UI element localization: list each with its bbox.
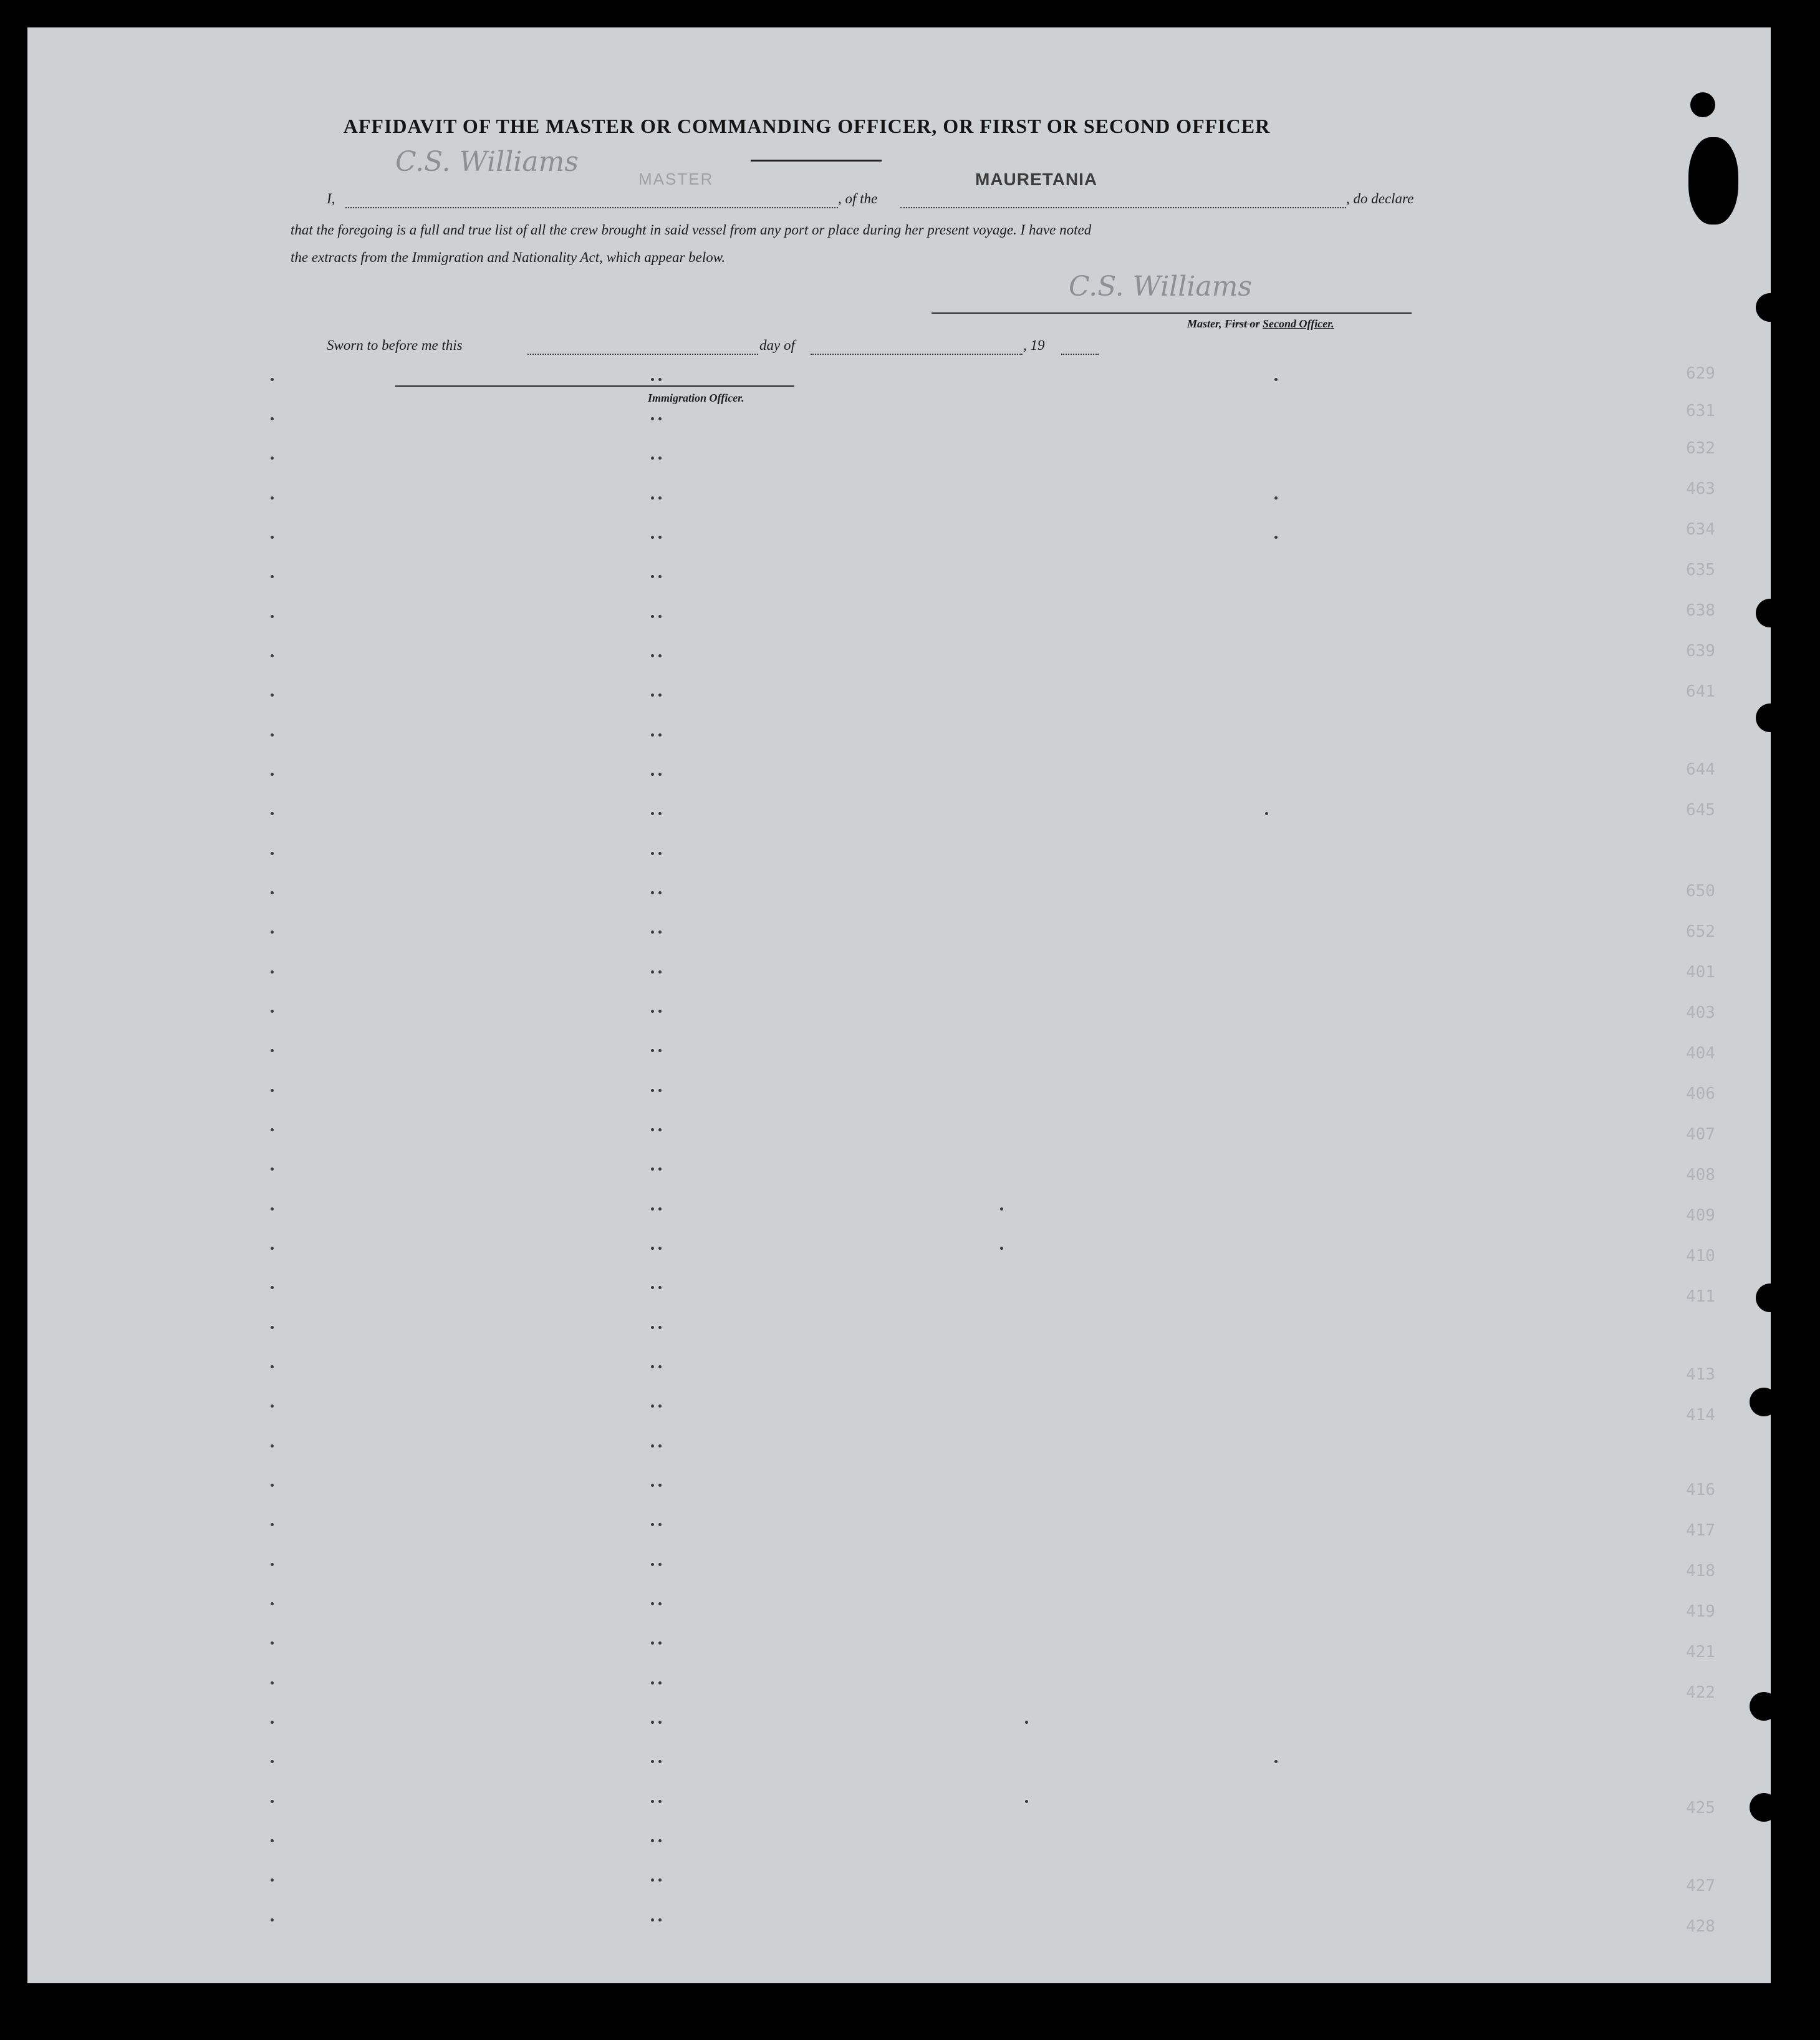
sworn-label: Sworn to before me this <box>327 337 463 353</box>
master-officer-caption <box>1187 317 1334 331</box>
struck-first-officer: First or <box>1225 317 1260 330</box>
declaration-line-1: that the foregoing is a full and true list of all the crew brought in said vessel from any port or place during her present voyage. I have noted <box>291 222 1092 238</box>
day-of-label: day of <box>759 337 795 353</box>
master-signature: C.S. Williams <box>1069 271 1252 302</box>
immigration-officer-label: Immigration Officer. <box>648 392 744 404</box>
of-the-label: , of the <box>838 191 878 206</box>
vessel-name: MAURETANIA <box>975 170 1098 189</box>
second-officer-label: Second Officer. <box>1263 317 1334 330</box>
sworn-year-line <box>1061 354 1099 355</box>
i-label: I, <box>327 191 335 206</box>
affidavit-title: AFFIDAVIT OF THE MASTER OR COMMANDING OFFICER, OR FIRST OR SECOND OFFICER <box>343 115 1271 137</box>
signature-top: C.S. Williams <box>395 146 579 178</box>
master-name-line <box>345 207 838 208</box>
document-page: 629 631 632 463 634 635 638 639 641 644 645 650 652 401 403 404 406 407 408 409 410 411 413 414 416 417 418 419 421 422 425 427 428 AFFIDAVIT OF THE MASTER OR COMMANDING OFFICER, OR FIRST OR SECOND OFFICER C.S. Williams MASTER MAURETANIA I, , of the , do declare that the foregoing is a full and true list of all the crew brought in said vessel from any port or place during her present voyage. I have noted the extracts from the Immigration and Nationality Act, which appear below. C.S. Williams Master, First or Second Officer. Sworn to before me this day of , 19 Immigration Officer. <box>27 27 1771 1983</box>
rank-stamp: MASTER <box>638 170 714 188</box>
master-label: Master, <box>1187 317 1222 330</box>
sworn-day-line <box>527 354 758 355</box>
declaration-line-2: the extracts from the Immigration and Nationality Act, which appear below. <box>291 249 726 265</box>
sworn-month-line <box>811 354 1023 355</box>
title-underline <box>751 160 882 162</box>
signature-line <box>932 312 1412 314</box>
vessel-name-line <box>900 207 1346 208</box>
do-declare-label: , do declare <box>1346 191 1414 206</box>
year-prefix: , 19 <box>1023 337 1045 353</box>
immigration-officer-line <box>395 385 794 387</box>
